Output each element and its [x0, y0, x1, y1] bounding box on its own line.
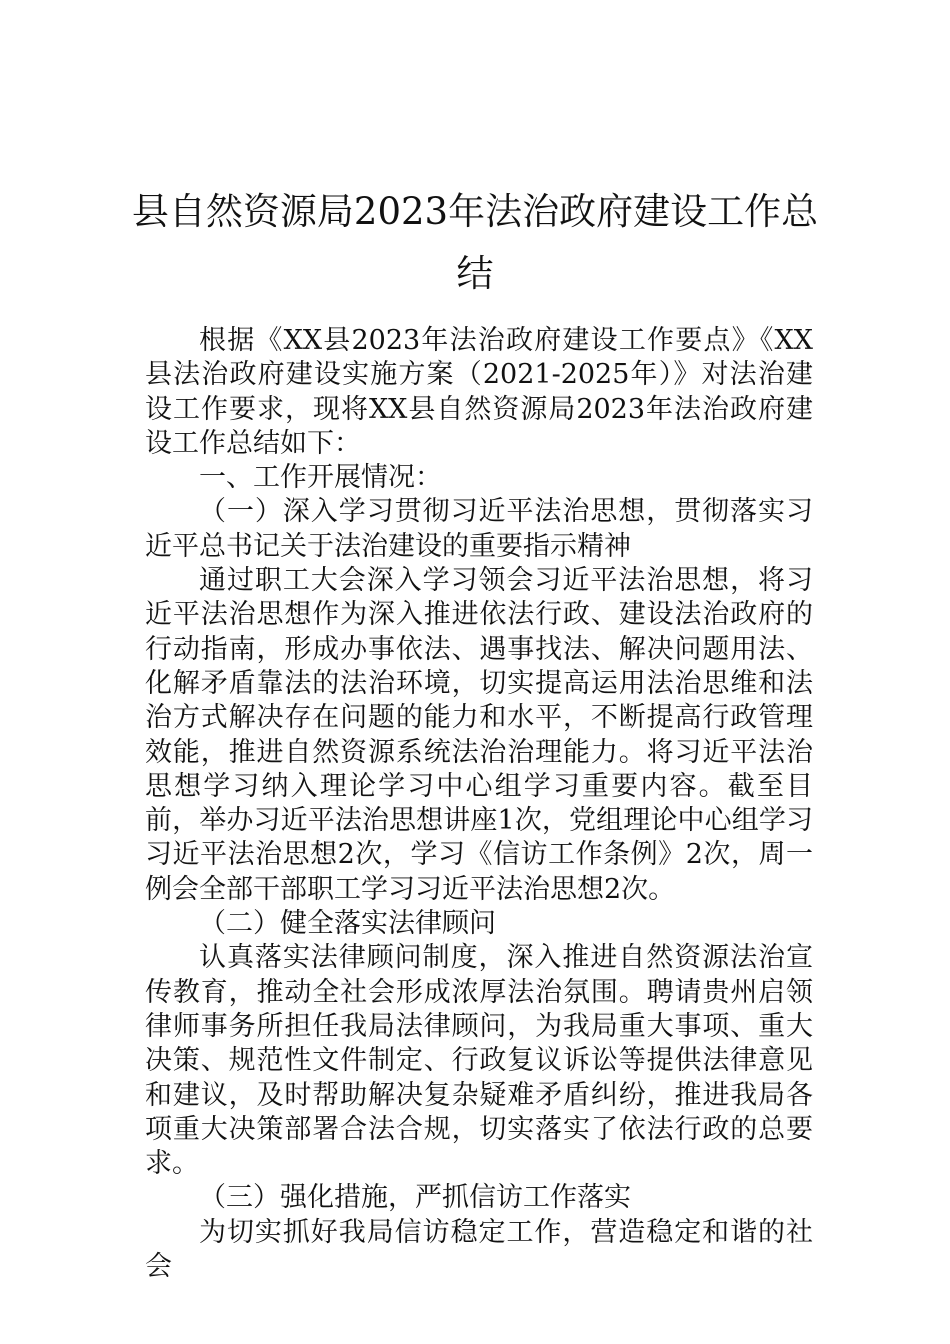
document-body: [145, 324, 813, 1284]
intro-paragraph: 根据《XX县2023年法治政府建设工作要点》《XX县法治政府建设实施方案（2021-2025年）》对法治建设工作要求，现将XX县自然资源局2023年法治政府建设工作总结如下：: [145, 325, 813, 459]
body-paragraph-1: 通过职工大会深入学习领会习近平法治思想，将习近平法治思想作为深入推进依法行政、建设法治政府的行动指南，形成办事依法、遇事找法、解决问题用法、化解矛盾靠法的法治环境，切实提高运用法治思维和法治方式解决存在问题的能力和水平，不断提高行政管理效能，推进自然资源系统法治治理能力。将习近平法治思想学习纳入理论学习中心组学习重要内容。截至目前，举办习近平法治思想讲座1次，党组理论中心组学习习近平法治思想2次，学习《信访工作条例》2次，周一例会全部干部职工学习习近平法治思想2次。: [145, 565, 813, 905]
section-heading-1: 一、工作开展情况：: [199, 462, 442, 494]
body-paragraph-2: 认真落实法律顾问制度，深入推进自然资源法治宣传教育，推动全社会形成浓厚法治氛围。聘请贵州启领律师事务所担任我局法律顾问，为我局重大事项、重大决策、规范性文件制定、行政复议诉讼等提供法律意见和建议，及时帮助解决复杂疑难矛盾纠纷，推进我局各项重大决策部署合法合规，切实落实了依法行政的总要求。: [145, 942, 813, 1180]
subsection-heading-1: （一）深入学习贯彻习近平法治思想，贯彻落实习近平总书记关于法治建设的重要指示精神: [145, 496, 813, 562]
subsection-heading-3: （三）强化措施，严抓信访工作落实: [199, 1182, 631, 1214]
document-title: 县自然资源局2023年法治政府建设工作总结: [131, 189, 819, 295]
subsection-heading-2: （二）健全落实法律顾问: [199, 908, 496, 940]
body-paragraph-3: 为切实抓好我局信访稳定工作，营造稳定和谐的社会: [145, 1216, 813, 1283]
